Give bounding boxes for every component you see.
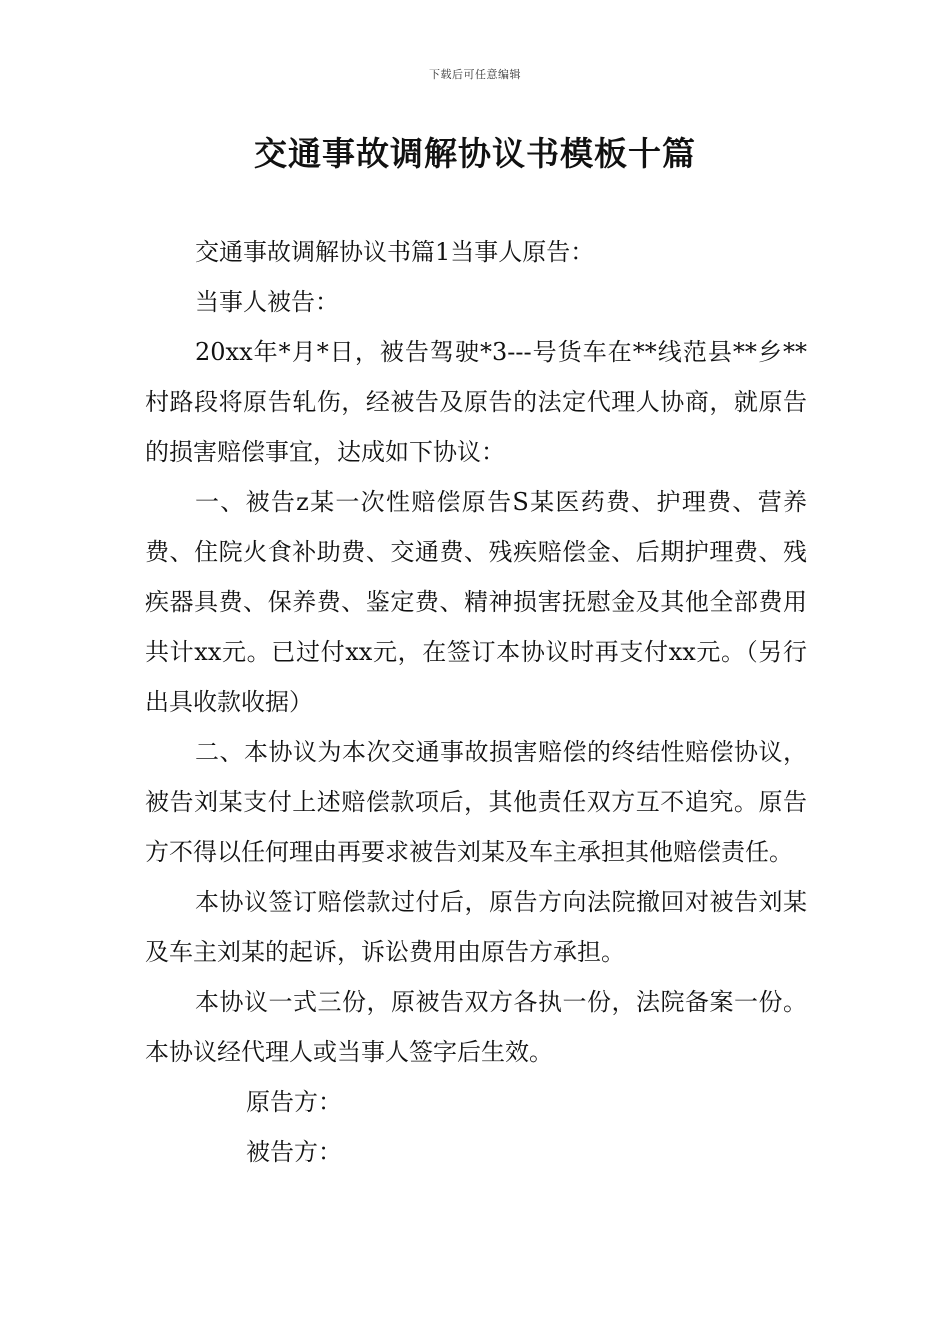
document-body — [145, 227, 807, 1177]
paragraph-clause-2: 二、本协议为本次交通事故损害赔偿的终结性赔偿协议，被告刘某支付上述赔偿款项后，其他责任双方互不追究。原告方不得以任何理由再要求被告刘某及车主承担其他赔偿责任。 — [145, 738, 807, 866]
paragraph-parties-defendant: 当事人被告： — [195, 288, 339, 316]
paragraph-incident: 20xx年*月*日，被告驾驶*3---号货车在**线范县**乡**村路段将原告轧伤，经被告及原告的法定代理人协商，就原告的损害赔偿事宜，达成如下协议： — [145, 338, 807, 466]
signature-defendant: 被告方： — [246, 1138, 342, 1166]
document-title: 交通事故调解协议书模板十篇 — [254, 134, 696, 173]
paragraph-parties-plaintiff: 交通事故调解协议书篇1当事人原告： — [195, 238, 595, 266]
paragraph-copies: 本协议一式三份，原被告双方各执一份，法院备案一份。本协议经代理人或当事人签字后生效。 — [145, 988, 807, 1066]
paragraph-withdrawal: 本协议签订赔偿款过付后，原告方向法院撤回对被告刘某及车主刘某的起诉，诉讼费用由原告方承担。 — [145, 888, 807, 966]
signature-plaintiff: 原告方： — [246, 1088, 342, 1116]
paragraph-clause-1: 一、被告z某一次性赔偿原告S某医药费、护理费、营养费、住院火食补助费、交通费、残疾赔偿金、后期护理费、残疾器具费、保养费、鉴定费、精神损害抚慰金及其他全部费用共计xx元。已过付xx元，在签订本协议时再支付xx元。（另行出具收款收据） — [145, 488, 807, 716]
header-note: 下载后可任意编辑 — [429, 68, 521, 81]
